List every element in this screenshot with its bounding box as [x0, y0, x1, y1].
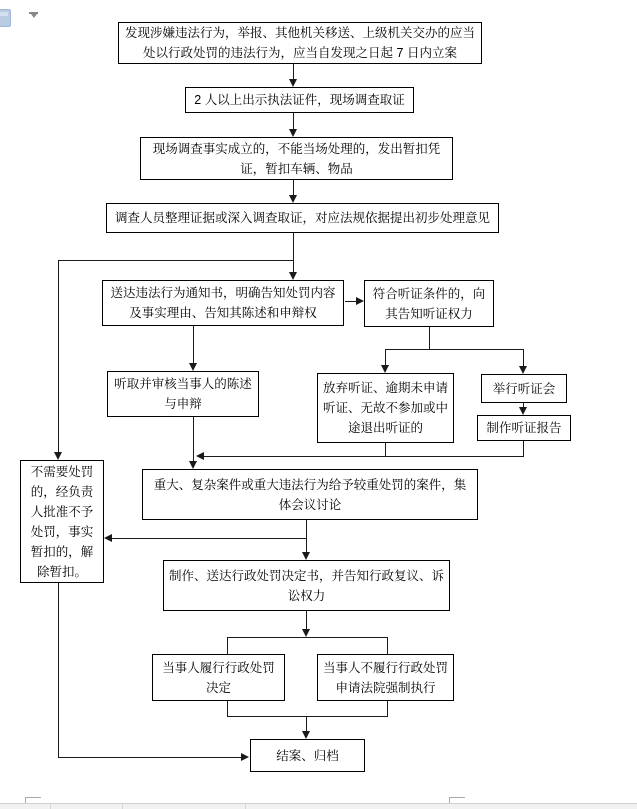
connector-line — [385, 443, 386, 456]
connector-line — [227, 637, 228, 654]
footer-strip-divider — [245, 803, 246, 809]
node-preliminary-opinion[interactable]: 调查人员整理证据或深入调查取证，对应法规依据提出初步处理意见 — [106, 203, 499, 233]
connector-line — [293, 180, 294, 196]
funnel-pin-icon[interactable] — [31, 14, 37, 18]
connector-line — [293, 233, 294, 273]
node-collective-discussion[interactable]: 重大、复杂案件或重大违法行为给予较重处罚的案件，集体会议讨论 — [142, 469, 478, 520]
connector-line — [523, 349, 524, 367]
arrow-right-icon — [241, 753, 249, 761]
connector-line — [306, 520, 307, 553]
connector-line — [193, 417, 194, 461]
arrow-left-icon — [196, 452, 204, 460]
node-party-noncompliance[interactable]: 当事人不履行行政处罚申请法院强制执行 — [317, 654, 454, 701]
arrow-down-icon — [289, 272, 297, 280]
arrow-down-icon — [302, 552, 310, 560]
node-temporary-seizure[interactable]: 现场调查事实成立的，不能当场处理的，发出暂扣凭证，暂扣车辆、物品 — [140, 137, 453, 180]
node-case-filing[interactable]: 发现涉嫌违法行为，举报、其他机关移送、上级机关交办的应当处以行政处罚的违法行为，应当自发现之日起 7 日内立案 — [118, 22, 482, 64]
connector-line — [293, 64, 294, 80]
document-anchor-icon[interactable] — [0, 9, 11, 27]
node-onsite-investigation[interactable]: 2 人以上出示执法证件，现场调查取证 — [185, 87, 414, 113]
connector-line — [523, 441, 524, 456]
connector-line — [227, 716, 388, 717]
footer-strip-divider — [50, 803, 51, 809]
connector-line — [306, 716, 307, 732]
node-party-compliance[interactable]: 当事人履行行政处罚决定 — [152, 654, 285, 701]
connector-line — [385, 349, 524, 350]
footer-strip-divider — [122, 803, 123, 809]
footer-strip — [0, 803, 637, 809]
arrow-left-icon — [104, 534, 112, 542]
node-case-closed[interactable]: 结案、归档 — [250, 739, 365, 772]
node-hearing-report[interactable]: 制作听证报告 — [477, 415, 571, 441]
node-no-penalty-release[interactable]: 不需要处罚的，经负责人批准不予处罚，事实暂扣的，解除暂扣。 — [20, 460, 104, 583]
arrow-down-icon — [381, 365, 389, 373]
connector-line — [293, 113, 294, 130]
connector-line — [58, 260, 59, 453]
connector-line — [429, 327, 430, 350]
node-hold-hearing[interactable]: 举行听证会 — [481, 374, 567, 403]
connector-line — [306, 611, 307, 630]
node-violation-notice[interactable]: 送达违法行为通知书，明确告知处罚内容及事实理由、告知其陈述和申辩权 — [102, 280, 344, 326]
arrow-down-icon — [289, 129, 297, 137]
arrow-down-icon — [189, 461, 197, 469]
arrow-down-icon — [519, 407, 527, 415]
connector-line — [58, 260, 294, 261]
connector-line — [58, 583, 59, 758]
arrow-down-icon — [54, 452, 62, 460]
arrow-down-icon — [189, 363, 197, 371]
connector-line — [58, 757, 242, 758]
connector-line — [193, 326, 194, 364]
connector-line — [385, 349, 386, 366]
node-hearing-notice[interactable]: 符合听证条件的，向其告知听证权力 — [364, 280, 494, 327]
connector-line — [227, 701, 228, 716]
connector-line — [112, 538, 307, 539]
connector-line — [387, 637, 388, 654]
node-hearing-waived[interactable]: 放弃听证、逾期未申请听证、无故不参加或中途退出听证的 — [317, 373, 454, 443]
node-statement-review[interactable]: 听取并审核当事人的陈述与申辩 — [107, 371, 259, 417]
arrow-down-icon — [519, 366, 527, 374]
connector-line — [227, 637, 388, 638]
arrow-down-icon — [289, 79, 297, 87]
node-decision-delivery[interactable]: 制作、送达行政处罚决定书，并告知行政复议、诉讼权力 — [163, 560, 450, 611]
arrow-down-icon — [302, 629, 310, 637]
arrow-right-icon — [356, 297, 364, 305]
arrow-down-icon — [289, 195, 297, 203]
connector-line — [387, 701, 388, 716]
connector-line — [204, 456, 524, 457]
arrow-down-icon — [302, 731, 310, 739]
